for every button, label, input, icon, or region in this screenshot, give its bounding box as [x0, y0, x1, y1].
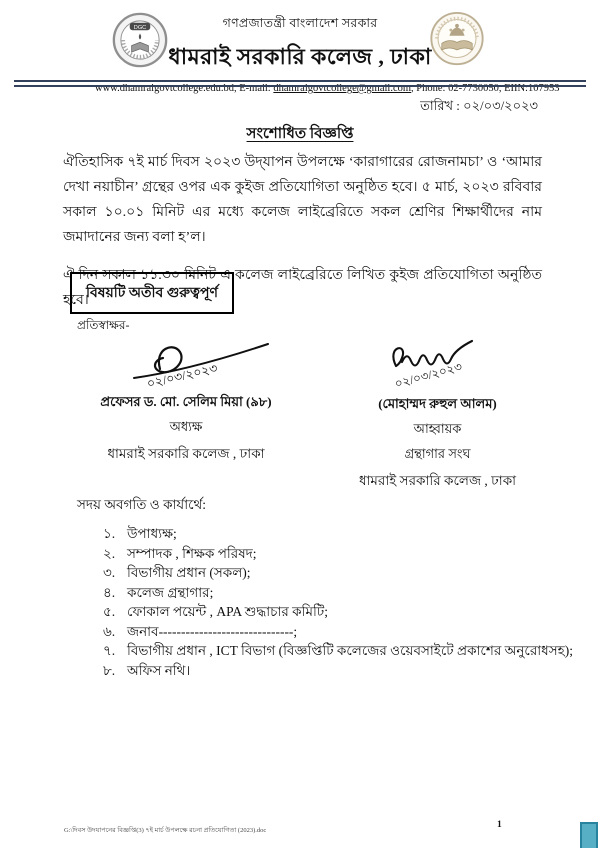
convener-organization: ধামরাই সরকারি কলেজ , ঢাকা	[358, 473, 517, 488]
item-number: ৭.	[103, 643, 116, 658]
contact-website: www.dhamraigovtcollege.edu.bd, E-mail:	[95, 83, 274, 94]
principal-organization: ধামরাই সরকারি কলেজ , ঢাকা	[107, 446, 265, 461]
convener-name: (মোহাম্মদ রুহুল আলম)	[378, 396, 497, 411]
footer-file-path: G:\দিবস উদযাপনের বিজ্ঞপ্তি(3) ৭ই মার্চ উপলক্ষে রচনা প্রতিযোগিতা (2023).doc	[64, 827, 267, 834]
distribution-list	[103, 524, 573, 680]
list-item	[103, 641, 573, 661]
page-title-text: সংশোধিত বিজ্ঞপ্তি	[246, 126, 354, 142]
item-number: ১.	[103, 526, 116, 541]
item-number: ৮.	[103, 662, 116, 678]
item-text: উপাধ্যক্ষ;	[127, 526, 177, 541]
item-text: জনাব------------------------------;	[127, 623, 298, 639]
header-double-rule	[14, 80, 586, 87]
seal-dgc-text: DGC	[133, 24, 147, 31]
page-number: 1	[497, 820, 502, 830]
item-number: ২.	[103, 545, 116, 561]
page-title	[0, 122, 600, 147]
convener-society: গ্রন্থাগার সংঘ	[404, 446, 471, 461]
principal-designation: অধ্যক্ষ	[169, 419, 203, 434]
body-paragraph-2: ঐ দিন সকাল ১১.৩০ মিনিট এ কলেজ লাইব্রেরিতে লিখিত কুইজ প্রতিযোগিতা অনুষ্ঠিত হবে।	[63, 268, 542, 308]
item-number: ৪.	[103, 584, 116, 600]
list-item	[103, 524, 573, 544]
body-paragraph-1: ঐতিহাসিক ৭ই মার্চ দিবস ২০২৩ উদ্‌যাপন উপলক্ষে ‘কারাগারের রোজনামচা’ ও ‘আমার দেখা নয়াচীন’ গ্রন্থের ওপর এক কুইজ প্রতিযোগিতা অনুষ্ঠিত হবে। ৫ মার্চ, ২০২৩ রবিবার সকাল ১০.০১ মিনিট এর মধ্যে কলেজ লাইব্রেরিতে সকল শ্রেণির শিক্ষার্থীদের নাম জমাদানের জন্য বলা হ’ল।	[63, 155, 542, 245]
distribution-heading: সদয় অবগতি ও কার্যার্থে:	[77, 497, 207, 512]
countersign-label: প্রতিস্বাক্ষর-	[77, 318, 130, 332]
government-line: গণপ্রজাতন্ত্রী বাংলাদেশ সরকার	[222, 16, 378, 30]
list-item	[103, 583, 573, 603]
principal-signature-date: ০২/০৩/২০২৩	[145, 361, 219, 391]
list-item	[103, 544, 573, 564]
corner-widget-button[interactable]	[580, 822, 598, 848]
item-text: ফোকাল পয়েন্ট , APA শুদ্ধাচার কমিটি;	[127, 604, 328, 619]
convener-designation: আহ্বায়ক	[413, 421, 462, 436]
contact-phone-eiin: , Phone: 02-7730050, EIIN:107953	[411, 83, 560, 94]
signature-block-convener	[345, 336, 530, 493]
item-text: বিভাগীয় প্রধান (সকল);	[127, 565, 251, 580]
item-text: সম্পাদক , শিক্ষক পরিষদ;	[127, 545, 257, 561]
important-note-box: বিষয়টি অতীব গুরুত্বপূর্ণ	[70, 272, 234, 314]
convener-signature-date: ০২/০৩/২০২৩	[392, 359, 464, 391]
date-line: তারিখ : ০২/০৩/২০২৩	[420, 98, 538, 113]
list-item	[103, 661, 573, 681]
contact-email-link[interactable]: dhamraigovtcollege@gmail.com	[273, 83, 412, 94]
item-text: বিভাগীয় প্রধান , ICT বিভাগ (বিজ্ঞপ্তিটি কলেজের ওয়েবসাইটে প্রকাশের অনুরোধসহ);	[127, 643, 573, 658]
item-text: অফিস নথি।	[127, 662, 191, 678]
signature-block-principal	[86, 336, 286, 466]
principal-signature-icon	[96, 336, 276, 392]
convener-signature-icon	[358, 336, 518, 394]
list-item	[103, 602, 573, 622]
college-name: ধামরাই সরকারি কলেজ , ঢাকা	[168, 44, 432, 69]
item-number: ৩.	[103, 565, 116, 580]
list-item	[103, 622, 573, 642]
principal-name: প্রফেসর ড. মো. সেলিম মিয়া (৯৮)	[100, 394, 272, 409]
item-text: কলেজ গ্রন্থাগার;	[127, 584, 214, 600]
item-number: ৬.	[103, 623, 116, 639]
item-number: ৫.	[103, 604, 116, 619]
list-item	[103, 563, 573, 583]
